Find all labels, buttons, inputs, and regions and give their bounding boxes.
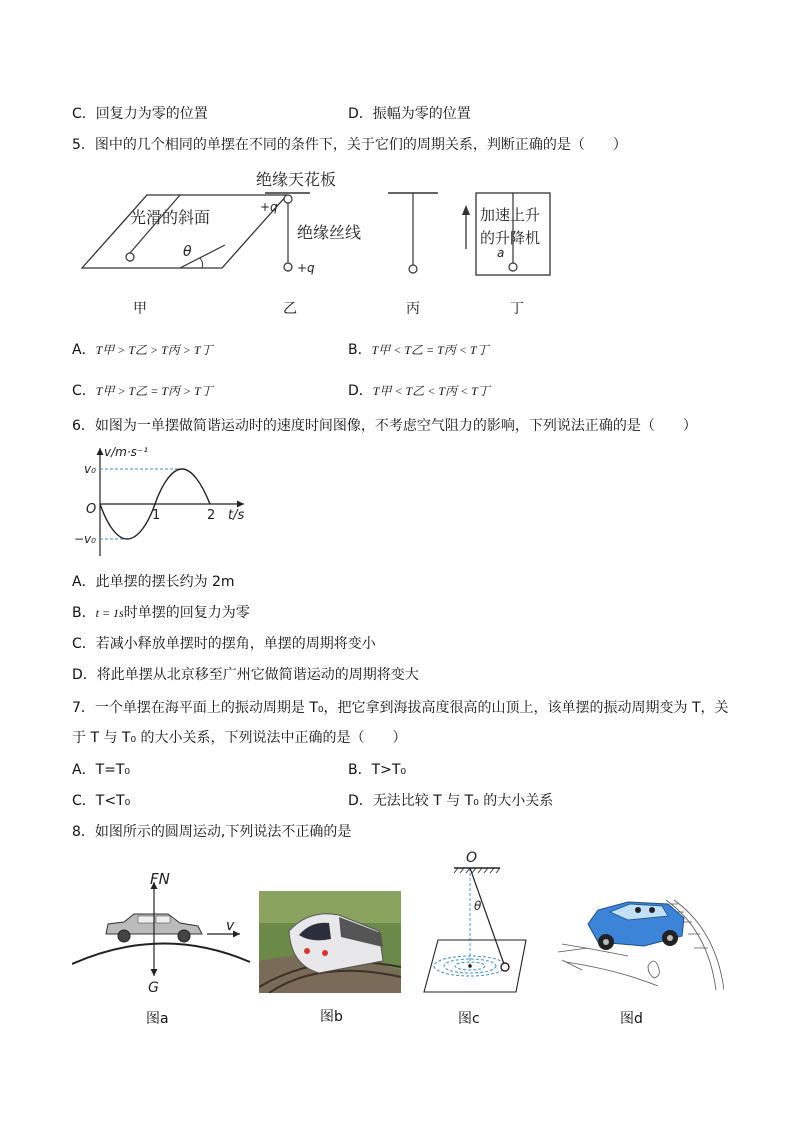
q7-stem-line1: 7．一个单摆在海平面上的振动周期是 T₀，把它拿到海拔高度很高的山顶上，该单摆的振动周期变为 T，关: [72, 700, 729, 716]
label-theta: θ: [474, 899, 482, 913]
fig-caption-c: 图c: [458, 1011, 480, 1027]
fig-yi-q-top: +q: [260, 200, 278, 214]
q5-option-d-math: T甲 < T乙 < T丙 < T丁: [372, 384, 490, 398]
q5-option-a-letter: A．: [72, 342, 96, 358]
fig-jia-theta: θ: [183, 244, 192, 260]
q5-option-c-math: T甲 > T乙 = T丙 > T丁: [95, 384, 213, 398]
q7-option-d: D．无法比较 T 与 T₀ 的大小关系: [348, 793, 554, 809]
graph-ylabel: v/m·s⁻¹: [104, 445, 149, 459]
fig-ding-a: a: [497, 246, 505, 260]
fig-jia-incline: [82, 195, 287, 268]
drift-car-illustration: [588, 902, 684, 950]
q5-figure: [70, 165, 560, 290]
fig-caption-a: 图a: [146, 1011, 169, 1027]
graph-origin-label: O: [86, 502, 97, 517]
q7-stem-line2: 于 T 与 T₀ 的大小关系，下列说法中正确的是（ ）: [72, 730, 407, 746]
q5-option-b-letter: B．: [348, 342, 372, 358]
q7-option-c: C．T<T₀: [72, 793, 131, 809]
q7-option-a: A．T=T₀: [72, 762, 131, 778]
q8-figure-d: [558, 890, 724, 998]
label-g: G: [148, 980, 159, 996]
q8-figure-a: [72, 862, 252, 998]
fig-caption-b: 图b: [320, 1009, 343, 1025]
label-fn: FN: [150, 870, 170, 888]
fig-jia-label: 光滑的斜面: [130, 208, 211, 227]
q6-option-a: A．此单摆的摆长约为 2m: [72, 574, 235, 590]
q8-figure-c: [418, 846, 530, 996]
q7-option-b: B．T>T₀: [348, 762, 407, 778]
label-o: O: [466, 850, 478, 866]
q8-stem: 8．如图所示的圆周运动,下列说法不正确的是: [72, 824, 352, 840]
q5-option-b-math: T甲 < T乙 = T丙 < T丁: [371, 343, 489, 357]
q5-option-a-math: T甲 > T乙 > T丙 > T丁: [95, 343, 213, 357]
fig-ding-text-l2: 的升降机: [480, 229, 541, 247]
graph-tick-2: 2: [207, 508, 216, 523]
fig-yi-q-bottom: +q: [297, 261, 315, 275]
q5-option-d: [348, 380, 490, 400]
fig-caption-ding: 丁: [510, 301, 524, 317]
q6-option-d: D．将此单摆从北京移至广州它做简谐运动的周期将变大: [72, 667, 419, 683]
fig-caption-bing: 丙: [406, 301, 420, 317]
fig-caption-jia: 甲: [133, 301, 147, 317]
q4-option-c: C．回复力为零的位置: [72, 106, 208, 122]
q6-option-b-text: 时单摆的回复力为零: [123, 605, 250, 621]
q4-option-d: D．振幅为零的位置: [348, 106, 471, 122]
fig-ding-elevator: [462, 193, 550, 275]
q6-stem: 6．如图为一单摆做简谐运动时的速度时间图像，不考虑空气阻力的影响，下列说法正确的是（ ）: [72, 418, 697, 434]
fig-yi-thread: 绝缘丝线: [297, 223, 362, 242]
q6-velocity-graph: [72, 442, 252, 560]
q6-option-c: C．若减小释放单摆时的摆角，单摆的周期将变小: [72, 636, 376, 652]
fig-bing-pendulum: [388, 193, 438, 273]
q6-option-b: [72, 602, 250, 622]
q5-option-a: [72, 339, 213, 359]
label-v: v: [226, 918, 235, 934]
fig-caption-yi: 乙: [283, 301, 297, 317]
q5-option-c-letter: C．: [72, 383, 96, 399]
graph-v0-label: v₀: [84, 462, 96, 476]
fig-yi-ceiling: 绝缘天花板: [256, 170, 337, 189]
q5-option-b: [348, 339, 489, 359]
q5-option-c: [72, 380, 213, 400]
fig-caption-d: 图d: [620, 1011, 643, 1027]
graph-tick-1: 1: [152, 508, 161, 523]
q5-stem: 5．图中的几个相同的单摆在不同的条件下，关于它们的周期关系，判断正确的是（ ）: [72, 137, 627, 153]
graph-xlabel: t/s: [228, 508, 245, 523]
q6-option-b-letter: B．: [72, 605, 96, 621]
q8-figure-b: [259, 891, 401, 993]
graph-neg-v0-label: −v₀: [74, 532, 96, 546]
fig-yi-pendulum: [256, 170, 361, 275]
fig-ding-text-l1: 加速上升: [480, 206, 541, 224]
q5-option-d-letter: D．: [348, 383, 373, 399]
hill-arc: [72, 943, 250, 964]
q6-option-b-math: t = 1s: [95, 606, 124, 620]
